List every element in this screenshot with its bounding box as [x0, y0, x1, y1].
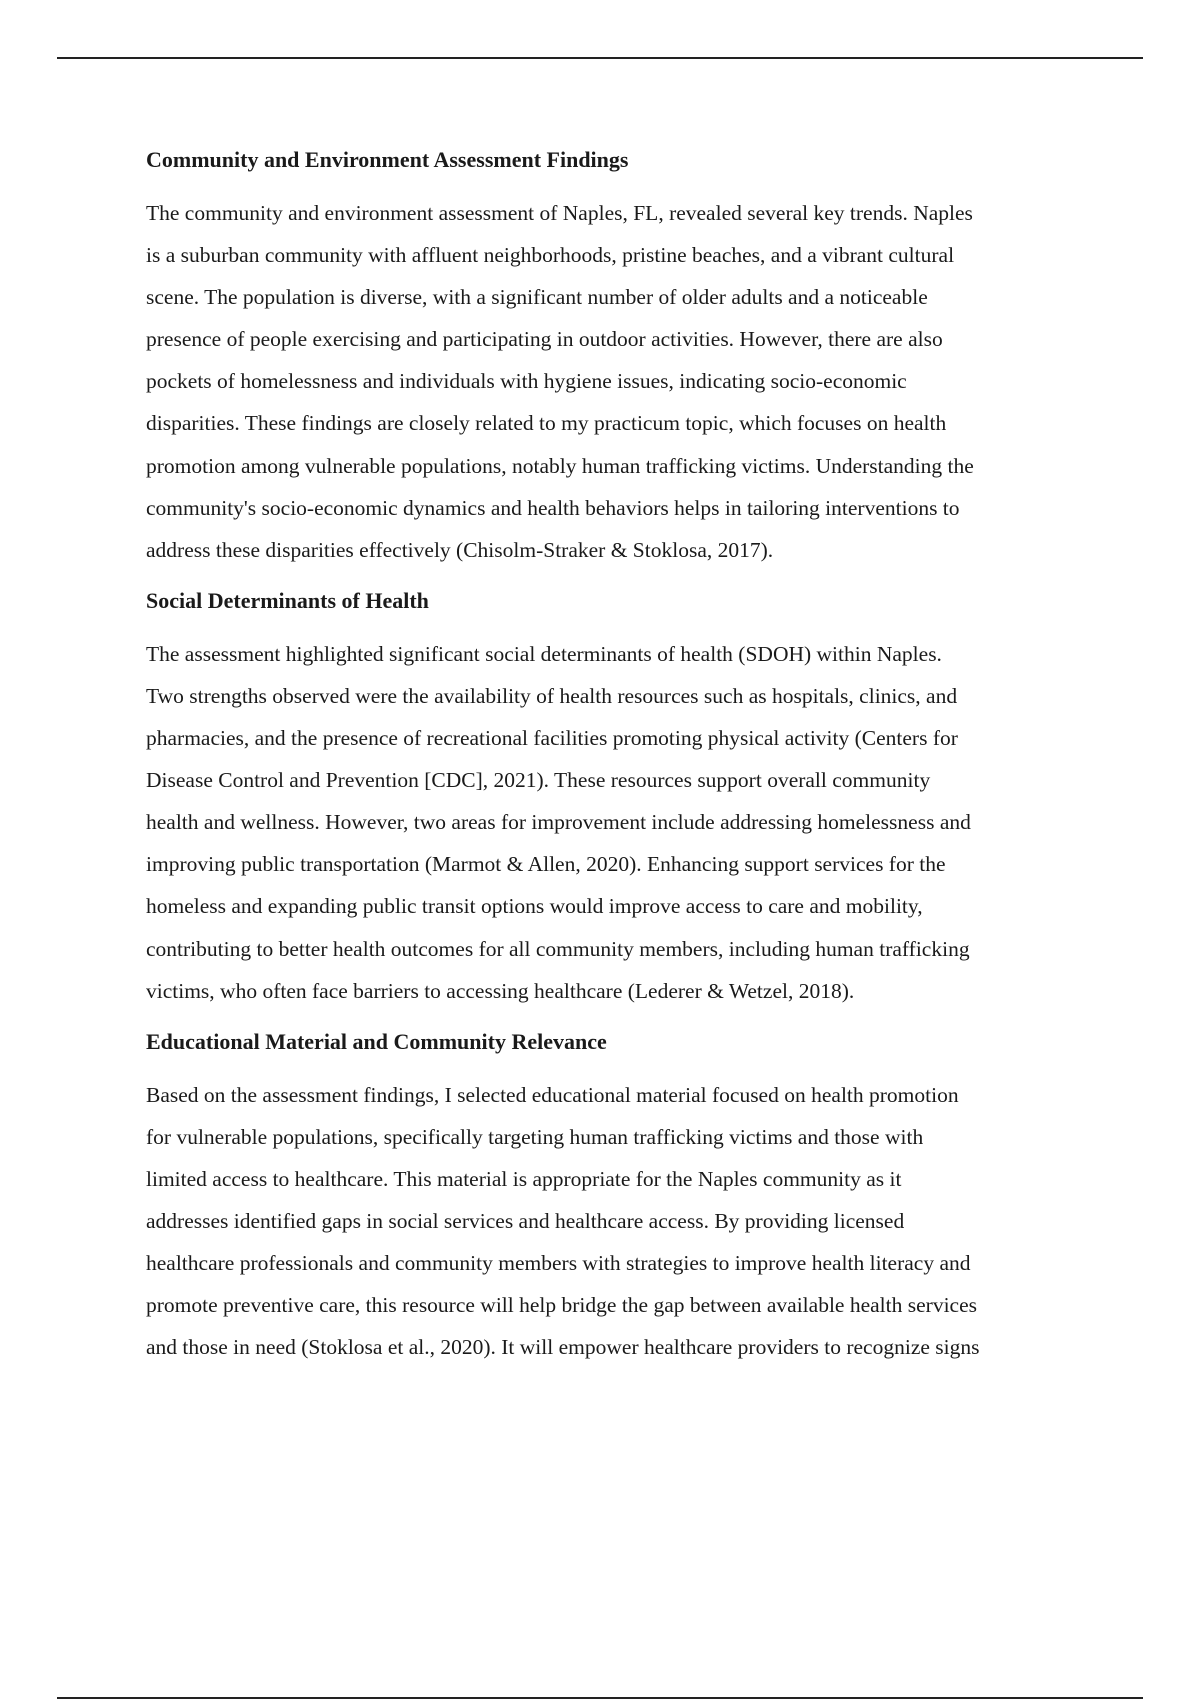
text-line: for vulnerable populations, specifically targeting human trafficking victims and those with	[146, 1124, 924, 1149]
text-line: Two strengths observed were the availability of health resources such as hospitals, clinics, and	[146, 683, 958, 708]
text-line: Based on the assessment findings, I selected educational material focused on health promotion	[146, 1082, 959, 1107]
text-line: The community and environment assessment of Naples, FL, revealed several key trends. Naples	[146, 201, 973, 225]
text-line: promote preventive care, this resource will help bridge the gap between available health services	[146, 1293, 977, 1318]
text-line: pharmacies, and the presence of recreational facilities promoting physical activity (Centers for	[146, 726, 958, 751]
text-line: presence of people exercising and participating in outdoor activities. However, there are also	[146, 327, 943, 352]
text-line: and those in need (Stoklosa et al., 2020). It will empower healthcare providers to recognize signs	[146, 1335, 980, 1360]
text-line: health and wellness. However, two areas for improvement include addressing homelessness and	[146, 810, 971, 835]
document-body	[146, 140, 1086, 1378]
text-line: improving public transportation (Marmot & Allen, 2020). Enhancing support services for the	[146, 852, 946, 877]
header-rule	[57, 57, 1143, 59]
text-line: community's socio-economic dynamics and health behaviors helps in tailoring interventions to	[146, 495, 960, 520]
text-line: The assessment highlighted significant social determinants of health (SDOH) within Naples.	[146, 641, 942, 666]
text-line: victims, who often face barriers to accessing healthcare (Lederer & Wetzel, 2018).	[146, 978, 855, 1003]
section-educational-material	[146, 1022, 1086, 1369]
section-assessment-findings	[146, 140, 1086, 571]
text-line: address these disparities effectively (Chisolm-Straker & Stoklosa, 2017).	[146, 537, 774, 562]
section-heading: Educational Material and Community Relevance	[146, 1028, 607, 1054]
section-social-determinants	[146, 581, 1086, 1012]
text-line: pockets of homelessness and individuals with hygiene issues, indicating socio-economic	[146, 369, 907, 394]
paragraph	[146, 192, 1086, 571]
text-line: homeless and expanding public transit options would improve access to care and mobility,	[146, 894, 923, 919]
text-line: is a suburban community with affluent neighborhoods, pristine beaches, and a vibrant cultural	[146, 243, 955, 268]
text-line: addresses identified gaps in social services and healthcare access. By providing licensed	[146, 1208, 905, 1233]
text-line: disparities. These findings are closely related to my practicum topic, which focuses on health	[146, 411, 947, 436]
section-heading: Social Determinants of Health	[146, 587, 429, 613]
text-line: promotion among vulnerable populations, notably human trafficking victims. Understanding the	[146, 453, 974, 478]
paragraph	[146, 1074, 1086, 1369]
section-heading: Community and Environment Assessment Findings	[146, 147, 629, 172]
text-line: contributing to better health outcomes for all community members, including human trafficking	[146, 936, 970, 961]
paragraph	[146, 633, 1086, 1012]
text-line: Disease Control and Prevention [CDC], 2021). These resources support overall community	[146, 768, 931, 793]
text-line: healthcare professionals and community members with strategies to improve health literacy and	[146, 1251, 971, 1276]
footer-rule	[57, 1697, 1143, 1699]
text-line: scene. The population is diverse, with a significant number of older adults and a noticeable	[146, 285, 928, 310]
text-line: limited access to healthcare. This material is appropriate for the Naples community as it	[146, 1166, 902, 1191]
